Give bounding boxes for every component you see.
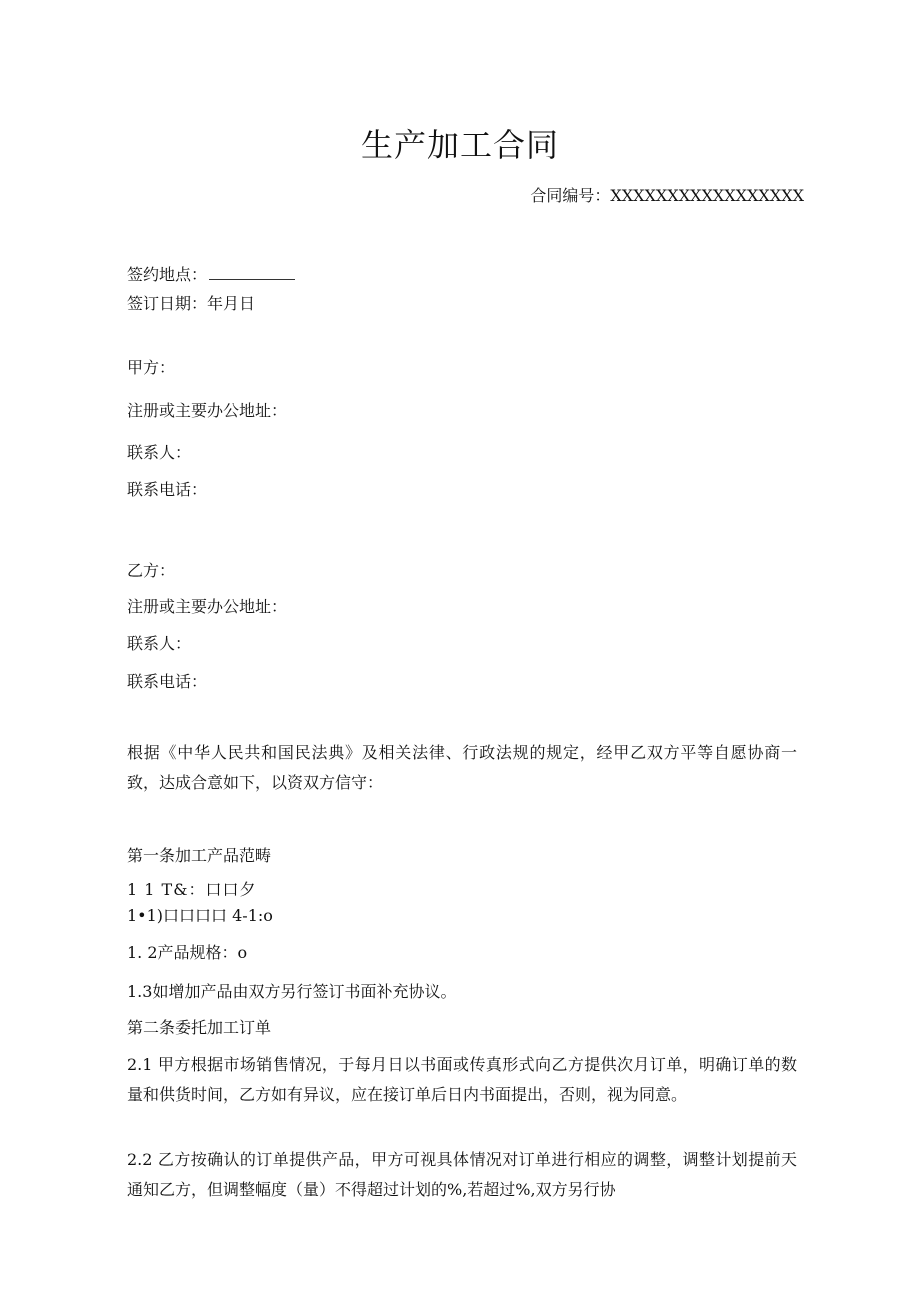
sign-place-blank — [209, 265, 295, 280]
preamble-paragraph: 根据《中华人民共和国民法典》及相关法律、行政法规的规定，经甲乙双方平等自愿协商一致，达成合意如下，以资双方信守： — [127, 743, 797, 792]
party-b-phone: 联系电话： — [127, 672, 208, 691]
article-1-line-4: 1.3如增加产品由双方另行签订书面补充协议。 — [127, 982, 457, 1001]
article-2-heading: 第二条委托加工订单 — [127, 1018, 272, 1037]
sign-place-label: 签约地点： — [127, 265, 208, 284]
sign-place-line — [127, 262, 295, 288]
article-1-line-3: 1. 2产品规格：o — [127, 943, 248, 962]
document-title: 生产加工合同 — [360, 126, 559, 164]
article-1-heading: 第一条加工产品范畴 — [127, 846, 272, 865]
sign-date: 签订日期：年月日 — [127, 294, 256, 313]
party-a-label: 甲方： — [127, 358, 176, 377]
party-a-contact: 联系人： — [127, 443, 192, 462]
party-b-label: 乙方： — [127, 561, 176, 580]
party-b-address: 注册或主要办公地址： — [127, 597, 288, 616]
party-a-address: 注册或主要办公地址： — [127, 401, 288, 420]
party-b-contact: 联系人： — [127, 634, 192, 653]
article-2-paragraph-1: 2.1 甲方根据市场销售情况，于每月日以书面或传真形式向乙方提供次月订单，明确订单的数量和供货时间，乙方如有异议，应在接订单后日内书面提出，否则，视为同意。 — [127, 1055, 797, 1104]
party-a-phone: 联系电话： — [127, 480, 208, 499]
contract-number: 合同编号：XXXXXXXXXXXXXXXXX — [530, 186, 804, 205]
article-1-line-2: 1•1)口口口口 4-1:o — [127, 906, 273, 925]
article-2-paragraph-2: 2.2 乙方按确认的订单提供产品，甲方可视具体情况对订单进行相应的调整，调整计划提前天通知乙方，但调整幅度（量）不得超过计划的%,若超过%,双方另行协 — [127, 1150, 797, 1199]
article-1-line-1: 1 1 T&：口口夕 — [127, 880, 257, 899]
